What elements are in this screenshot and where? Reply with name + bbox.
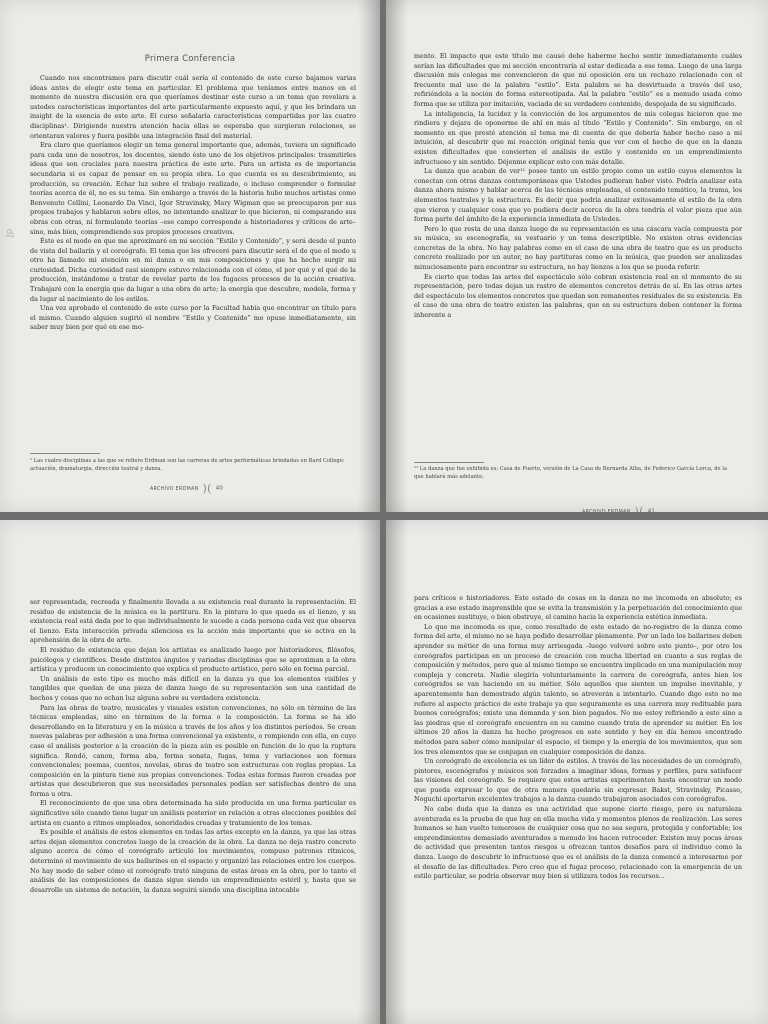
page-42 [0, 520, 380, 1024]
page-folio [150, 482, 223, 495]
paragraph: Un coreógrafo de excelencia es un líder de estilos. A través de las necesidades de un coreógrafo, pintores, escenógrafos y músicos son forzados a imaginar ideas, formas y perfiles, para satisfacer las visiones del coreógrafo. Se requiere que estos artistas experimenten hasta encontrar un modo que pueda expresar lo que de otra manera quedaría sin expresar. Bakst, Stravinsky, Picasso, Noguchi aportaron excelentes trabajos a la danza cuando trabajaron asociados con coreógrafos. [414, 757, 742, 804]
paragraph: Un análisis de este tipo es mucho más difícil en la danza ya que los elementos visibles y tangibles que quedan de una pieza de danza luego de su representación son una cantidad de hechos y cosas que no echan luz alguna sobre su verdadera existencia. [30, 674, 356, 702]
paragraph: La inteligencia, la lucidez y la convicción de los argumentos de mis colegas hicieron que me rindiera y dejara de oponerme de ahí en más al título “Estilo y Contenido”. Sin embargo, en el momento en que presté atención al tema me di cuenta de que debería haber hecho caso a mi intuición, al descubrir que mi reacción original tenía que ver con el hecho de que en la danza existen dificultades que convierten el análisis de estilo y contenido en un emprendimiento infructuoso y sin sentido. Déjenme explicar esto con más detalle. [414, 109, 742, 166]
footnote: ¹ Las cuatro disciplinas a las que se refiere Erdman son las carreras de artes performáticas brindadas en Bard College: actuación, dramaturgia, dirección teatral y danza. [30, 458, 345, 472]
page-40-body [30, 74, 356, 333]
paragraph: Éste es el modo en que me aproximaré en mi sección “Estilo y Contenido”, y será desde el punto de vista del bailarín y el coreógrafo. El tema que les ofreceré para discutir será el de que el modo u otro ha llamado mi atención en mi danza o en mis composiciones y que ha hecho surgir mi curiosidad. Dicha curiosidad casi siempre estuvo relacionada con el cómo, el por qué y el qué de la producción, instándome a tratar de revelar parte de los fugaces procesos de la acción creativa. Trabajaré con la energía que da lugar a una obra de arte; la energía que descubre, modela, forma y da lugar al nacimiento de los estilos. [30, 237, 356, 303]
paragraph: Es cierto que todas las artes del espectáculo sólo cobran existencia real en el momento de su representación, pero todas dejan un rastro de elementos concretos detrás de sí. En las otras artes del espectáculo los elementos concretos que quedan son remanentes residuales de su existencia. En el caso de una obra de teatro existen las palabras, que en su estructura deben contener la forma inherente a [414, 272, 742, 320]
paragraph: El residuo de existencia que dejan los artistas es analizado luego por historiadores, filósofos, psicólogos y científicos. Desde distintos ángulos y variadas disciplinas que se aproximan a la obra artística y producen un conocimiento que explica el producto artístico, pero sólo en forma parcial. [30, 645, 356, 674]
page-number: 40 [215, 485, 224, 492]
page-41-body [414, 52, 742, 321]
pencil-margin-mark: Jp [5, 228, 16, 238]
paragraph: para críticos e historiadores. Este estado de cosas en la danza no me incomoda en absoluto; es gracias a ese estado inaprensible que se evita la transmisión y la perpetuación del conocimiento que en ocasiones sustituye, o bien obstruye, el camino hacia la experiencia estética inmediata. [414, 594, 742, 622]
running-title: Primera Conferencia [144, 54, 236, 64]
paragraph: mento. El impacto que este título me causó debe haberme hecho sentir inmediatamente cuáles serían las dificultades que mi sección encontraría al estar dedicada a ese tema. Luego de una larga discusión mis colegas me convencieron de que mi oposición era un rechazo relacionado con el frecuente mal uso de la palabra “estilo”. Esta palabra se ha desvirtuado a través del uso, refiriéndola a la noción de forma estereotipada. Así la palabra “estilo” es a menudo usada como forma que se utiliza por imitación, vaciada de su verdadero contenido, despojada de su significado. [414, 52, 742, 108]
ornament-icon: )( [202, 482, 212, 495]
footnote-rule [414, 462, 484, 463]
gutter-shadow [386, 520, 408, 1024]
paragraph: Cuando nos encontramos para discutir cuál sería el contenido de este curso bajamos varias ideas antes de elegir este tema en particular. El problema que teníamos entre manos en el momento de nuestra discusión era que queríamos destinar este curso a un tema que revelara a ustedes características importantes del arte particularmente expuesto aquí, y que les brindara un insight de la esencia de este arte. El curso señalaría características compartidas por las cuatro disciplinas¹. Dirigiendo nuestra atención hacia ellas se esperaba que surgieran relaciones, se orientaran valores y fuera posible una integración final del material. [30, 74, 356, 140]
paragraph: No cabe duda que la danza es una actividad que supone cierto riesgo, pero su naturaleza aventurada es la prueba de que hay en ella mucha vida y momentos plenos de realización. Los seres humanos se han vuelto temerosos de cualquier cosa que no sea segura, protegida y confortable; los emprendimientos demasiado aventurados a menudo los hacen retroceder. Existen muy pocas áreas de actividad que presenten tantos riesgos u ofrezcan tantos desafíos para el individuo como la danza. Luego de descubrir lo infructuoso que es el análisis de la danza comencé a interesarme por el desafío de las dificultades. Pero creo que el fugaz proceso, relacionado con la emergencia de un estilo particular, se podría observar muy bien si utilizara todos los recursos... [414, 805, 742, 881]
paragraph: La danza que acaban de ver¹¹ posee tanto un estilo propio como un estilo cuyos elementos la conectan con otras danzas contemporáneas que Ustedes pudieran haber visto. Podría analizar esta danza ahora mismo y hablar acerca de las técnicas empleadas, el contenido temático, la trama, los elementos teatrales y la estructura. Es decir que podría analizar exitosamente el estilo de la obra que vieron y cualquier cosa que yo pudiera decir acerca de la obra tendría el valor pieza que aún forma parte del ámbito de la experiencia inmediata de Ustedes. [414, 167, 742, 224]
page-43 [386, 520, 768, 1024]
page-41 [386, 0, 768, 512]
page-40 [0, 0, 380, 512]
paragraph: Una vez aprobado el contenido de este curso por la Facultad había que encontrar un título para el mismo. Cuando alguien sugirió el nombre “Estilo y Contenido” me opuse inmediatamente, sin saber muy bien por qué en ese mo- [30, 304, 356, 332]
page-43-body [414, 594, 742, 882]
gutter-shadow [358, 0, 380, 512]
footnote: ¹¹ La danza que fue exhibida es: Casa de Puerto, versión de La Casa de Bernarda Alba, de Federico García Lorca, de la que hablará más adelante. [414, 466, 728, 480]
paragraph: ser representada, recreada y finalmente llevada a su existencia real durante la representación. El residuo de existencia de la música es la partitura. En la pintura lo que queda es el lienzo, y su existencia real está dada por lo que individualmente le sucede a cada persona cada vez que observa el lienzo. Esta interacción privada silenciosa es la acción más importante que se activa en la aprehensión de la obra de arte. [30, 598, 356, 645]
paragraph: Lo que me incomoda es que, como resultado de este estado de no-registro de la danza como forma del arte, el mismo no se haya podido desarrollar plenamente. Por un lado los bailarines deben aprender su métier de una forma muy arriesgada –luego volveré sobre este punto–, por otro los coreógrafos participan en un proceso de creación con mucha libertad en cuanto a sus reglas de composición y métodos, pero que al mismo tiempo se encuentra implicado en una manipulación muy compleja y concreta. Nadie elegiría voluntariamente la carrera de coreógrafa, antes bien los coreógrafos se van haciendo en su métier. Sólo aquellos que sienten un impulso inevitable, y aparentemente han demostrado algún talento, se atreverán a intentarlo. Cuando digo esto no me refiero al aspecto práctico de este trabajo ya que seguramente es una carrera muy redituable para buenos coreógrafos; existe una demanda y son bien pagados. No me estoy refiriendo a esto sino a las piedras que el coreógrafo encuentra en su camino cuando trata de aprender su métier. En los últimos 20 años la danza ha hecho progresos en este sentido y hoy en día hemos encontrado métodos para saber cómo manipular el espacio, el tiempo y la energía de los movimientos, que son los tres elementos que se conjugan en cualquier composición de danza. [414, 622, 742, 756]
folio-label: ARCHIVO ERDMAN [150, 487, 199, 492]
footnote-rule [30, 453, 100, 454]
paragraph: Pero lo que resta de una danza luego de su representación es una cáscara vacía compuesta por su música, su escenografía, su vestuario y un tema descriptible. No existen otras evidencias concretas de la obra. No hay palabras como en el caso de una obra de teatro que es un producto concreto realizado por un autor, no hay partituras como en la música, que pueden ser analizadas minuciosamente para encontrar su estructura, no hay lienzos a los que se pueda referir. [414, 224, 742, 272]
paragraph: Era claro que queríamos elegir un tema general importante que, además, tuviera un significado para cada uno de nosotros, los docentes, siendo éste uno de los objetivos principales: trasmitirles ideas que son cruciales para nuestra práctica de este arte. Para un artista es de importancia secundaria si es capaz de pensar en su propia obra. Lo que cuenta es su descubrimiento, su producción, su creación. Echar luz sobre el trabajo realizado, o incluso comprender o formular teorías acerca de él, no es su tema. Sin embargo a través de la historia hubo muchos artistas como Benvenuto Cellini, Leonardo Da Vinci, Igor Stravinsky, Mary Wigman que se preocuparon por sus propios trabajos y hablaron sobre ellos, no intentando analizar lo que hicieron, ni comparando sus obras con otras, ni formulando teorías –ese campo corresponde a historiadores y críticos de arte– sino, más bien, comprendiendo sus propios procesos creativos. [30, 141, 356, 236]
book-spread-bottom [0, 512, 768, 1024]
gutter-shadow [358, 520, 380, 1024]
gutter-shadow [386, 0, 408, 512]
paragraph: Es posible el análisis de estos elementos en todas las artes excepto en la danza, ya que las otras artes dejan elementos concretos luego de la creación de la obra. La danza no deja rastro concreto alguno acerca de cómo el coreógrafo articuló los movimientos, compuso patrones rítmicos, determinó el movimiento de sus bailarines en el espacio y organizó las relaciones entre los cuerpos. No hay modo de saber cómo el coreógrafo trató ninguna de estas áreas en la obra, por lo tanto el análisis de las composiciones de danza sigue siendo un emprendimiento estéril y, hasta que se desarrolle un sistema de notación, la danza seguirá siendo una disciplina intocable [30, 828, 356, 894]
paragraph: Para las obras de teatro, musicales y visuales existen convenciones, no sólo en término de las técnicas empleadas, sino en términos de la forma o la composición. La forma se ha ido desarrollando en la literatura y en la música a través de los años y los distintos períodos. Se crean nuevas palabras por adhesión a una forma convencional ya existente, o rompiendo con ella, en cuyo caso el análisis posterior a la creación de la pieza aún es posible en función de lo que la ruptura significa. Rondó, canon, forma aba, forma sonata, fugas, tema y variaciones son formas convencionales; poemas, cuentos, novelas, obras de teatro son estructuras con reglas propias. La composición en la pintura tiene sus propias convenciones. Todas estas formas fueron creadas por artistas que descubrieron que sus necesidades personales podían ser satisfechas dentro de una forma u otra. [30, 703, 356, 798]
paragraph: El reconocimiento de que una obra determinada ha sido producida en una forma particular es significativo sólo cuando tiene lugar un análisis posterior en relación a otras elecciones posibles del artista en cuanto a ritmos empleados, sonoridades creadas y tratamiento de los temas. [30, 799, 356, 827]
page-42-body [30, 598, 356, 895]
